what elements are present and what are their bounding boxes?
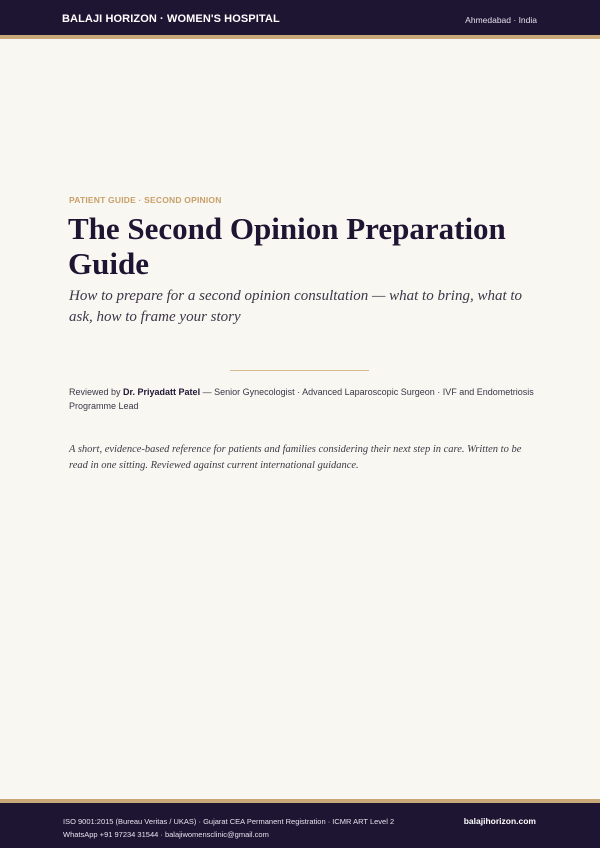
- section-divider: [230, 370, 369, 371]
- hospital-brand-name: BALAJI HORIZON · WOMEN'S HOSPITAL: [62, 13, 280, 25]
- reviewer-credit: [69, 385, 539, 413]
- document-title: The Second Opinion Preparation Guide: [68, 211, 506, 281]
- website-link[interactable]: balajihorizon.com: [463, 816, 536, 826]
- document-introduction: A short, evidence-based reference for patients and families considering their next step in care. Written to be read in one sitting. Reviewed against current international guidance.: [69, 444, 522, 471]
- document-subtitle: How to prepare for a second opinion consultation — what to bring, what to ask, how to frame your story: [69, 288, 523, 325]
- contact-details: WhatsApp +91 97234 31544 · balajiwomensclinic@gmail.com: [63, 830, 269, 839]
- reviewer-credentials: — Senior Gynecologist · Advanced Laparoscopic Surgeon · IVF and Endometriosis Programme Lead: [69, 387, 534, 411]
- hospital-location: Ahmedabad · India: [465, 15, 537, 25]
- footer-background: [0, 803, 600, 848]
- document-category-label: PATIENT GUIDE · SECOND OPINION: [69, 195, 222, 205]
- reviewed-by-label: Reviewed by: [69, 387, 124, 397]
- header-background: [0, 0, 600, 35]
- accreditation-text: ISO 9001:2015 (Bureau Veritas / UKAS) · Gujarat CEA Permanent Registration · ICMR ART Level 2: [63, 817, 395, 826]
- header-gold-rule: [0, 35, 600, 39]
- reviewer-name: Dr. Priyadatt Patel: [123, 387, 201, 397]
